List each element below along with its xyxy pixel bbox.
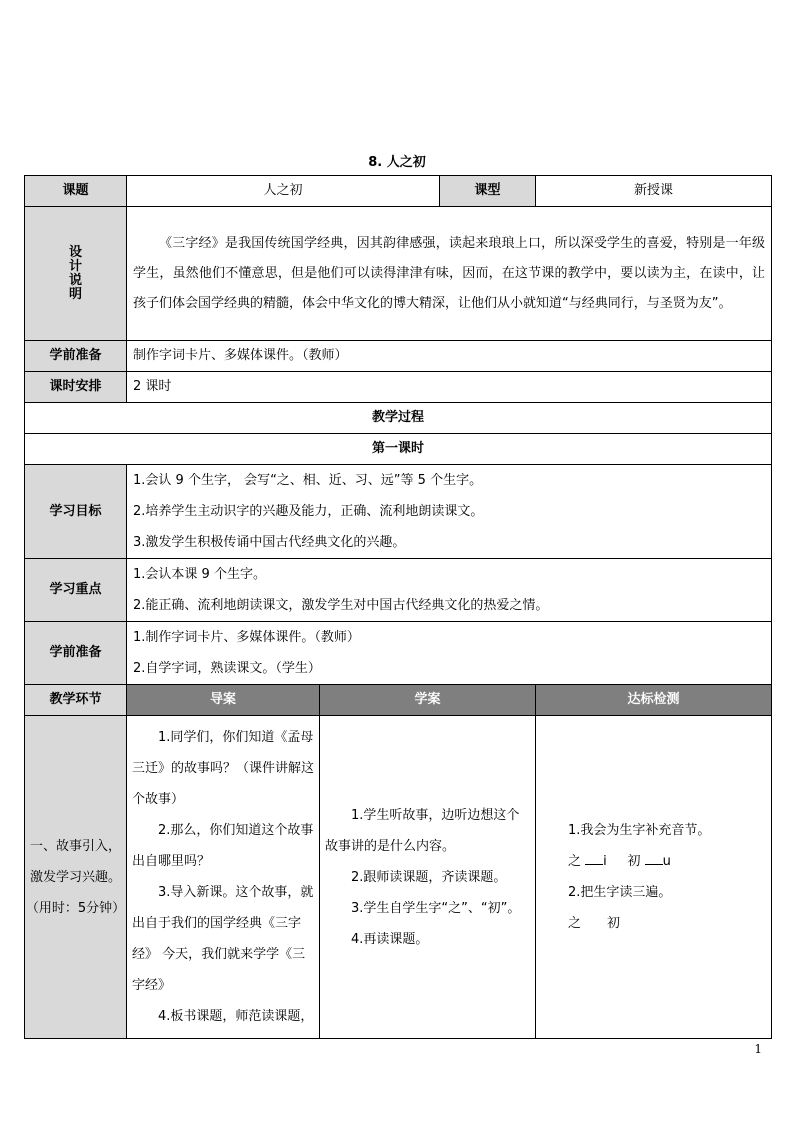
design-text: 《三字经》是我国传统国学经典，因其韵律感强，读起来琅琅上口，所以深受学生的喜爱，特别是一年级学生，虽然他们不懂意思，但是他们可以读得津津有味，因而，在这节课的教学中，要以读为主，在读中，让孩子们体会国学经典的精髓，体会中华文化的博大精深，让他们从小就知道“与经典同行，与圣贤为友”。 xyxy=(133,235,766,311)
check-read-chars: 之 初 xyxy=(568,916,621,931)
check-char: 之 xyxy=(568,854,582,869)
design-row xyxy=(25,207,772,341)
lesson-plan-table xyxy=(24,175,772,1039)
stage1-name-line: （用时：5分钟） xyxy=(25,900,126,916)
guide-item: 1.同学们，你们知道《孟母三迁》的故事吗？（课件讲解这个故事） xyxy=(132,730,315,807)
focus-row xyxy=(25,559,772,622)
pinyin-tail: u xyxy=(662,854,671,869)
prep2-item: 2.自学字词，熟读课文。（学生） xyxy=(133,661,321,676)
stage1-name xyxy=(25,716,127,1039)
col-guide: 导案 xyxy=(127,685,320,716)
study-item: 1.学生听故事，边听边想这个故事讲的是什么内容。 xyxy=(325,807,520,854)
prep2-cell xyxy=(127,622,772,685)
focus-item: 1.会认本课 9 个生字。 xyxy=(133,567,266,582)
pinyin-tail: i xyxy=(603,854,607,869)
prep-value: 制作字词卡片、多媒体课件。（教师） xyxy=(127,341,772,372)
stage1-check xyxy=(536,716,772,1039)
column-header-row xyxy=(25,685,772,716)
lesson-title: 第一课时 xyxy=(25,434,772,465)
goals-label: 学习目标 xyxy=(25,465,127,559)
hours-row xyxy=(25,372,772,403)
study-item: 3.学生自学生字“之”、“初”。 xyxy=(351,900,521,916)
type-value: 新授课 xyxy=(536,176,772,207)
pinyin-blank xyxy=(645,852,663,865)
check-q2: 2.把生字读三遍。 xyxy=(568,885,672,900)
topic-value: 人之初 xyxy=(127,176,440,207)
study-item: 4.再读课题。 xyxy=(351,931,429,947)
design-label-char: 说 xyxy=(69,272,83,288)
stage1-study xyxy=(320,716,536,1039)
guide-item: 4.板书课题，师范读课题， xyxy=(158,1009,314,1024)
prep2-label: 学前准备 xyxy=(25,622,127,685)
study-item: 2.跟师读课题，齐读课题。 xyxy=(351,869,507,885)
check-pinyin-line xyxy=(568,846,766,877)
check-char: 初 xyxy=(627,854,641,869)
design-label xyxy=(25,207,127,341)
design-label-char: 设 xyxy=(69,244,83,260)
goals-cell xyxy=(127,465,772,559)
page-number: 1 xyxy=(754,1042,762,1056)
prep-row xyxy=(25,341,772,372)
stage1-name-line: 激发学习兴趣。 xyxy=(29,869,121,885)
goal-item: 2.培养学生主动识字的兴趣及能力，正确、流利地朗读课文。 xyxy=(133,504,484,519)
col-stage: 教学环节 xyxy=(25,685,127,716)
process-title: 教学过程 xyxy=(25,403,772,434)
focus-cell xyxy=(127,559,772,622)
col-study: 学案 xyxy=(320,685,536,716)
prep2-row xyxy=(25,622,772,685)
design-label-char: 计 xyxy=(69,258,83,274)
goal-item: 1.会认 9 个生字， 会写“之、相、近、习、远”等 5 个生字。 xyxy=(133,473,483,488)
check-q1: 1.我会为生字补充音节。 xyxy=(568,823,711,838)
page-title: 8. 人之初 xyxy=(368,155,426,170)
prep-label: 学前准备 xyxy=(25,341,127,372)
pinyin-blank xyxy=(585,852,603,865)
hours-label: 课时安排 xyxy=(25,372,127,403)
topic-label: 课题 xyxy=(25,176,127,207)
header-row xyxy=(25,176,772,207)
focus-item: 2.能正确、流利地朗读课文，激发学生对中国古代经典文化的热爱之情。 xyxy=(133,598,549,613)
stage1-guide xyxy=(127,716,320,1039)
guide-item: 2.那么，你们知道这个故事出自哪里吗？ xyxy=(132,823,314,869)
goals-row xyxy=(25,465,772,559)
design-text-cell xyxy=(127,207,772,341)
stage1-row xyxy=(25,716,772,1039)
prep2-item: 1.制作字词卡片、多媒体课件。（教师） xyxy=(133,630,360,645)
lesson-title-row xyxy=(25,434,772,465)
focus-label: 学习重点 xyxy=(25,559,127,622)
goal-item: 3.激发学生积极传诵中国古代经典文化的兴趣。 xyxy=(133,535,406,550)
stage1-name-line: 一、故事引入， xyxy=(29,838,121,854)
col-check: 达标检测 xyxy=(536,685,772,716)
process-title-row xyxy=(25,403,772,434)
guide-item: 3.导入新课。这个故事，就出自于我们的国学经典《三字经》 今天，我们就来学学《三字经》 xyxy=(132,885,314,993)
type-label: 课型 xyxy=(440,176,536,207)
design-label-char: 明 xyxy=(69,286,83,302)
hours-value: 2 课时 xyxy=(127,372,772,403)
